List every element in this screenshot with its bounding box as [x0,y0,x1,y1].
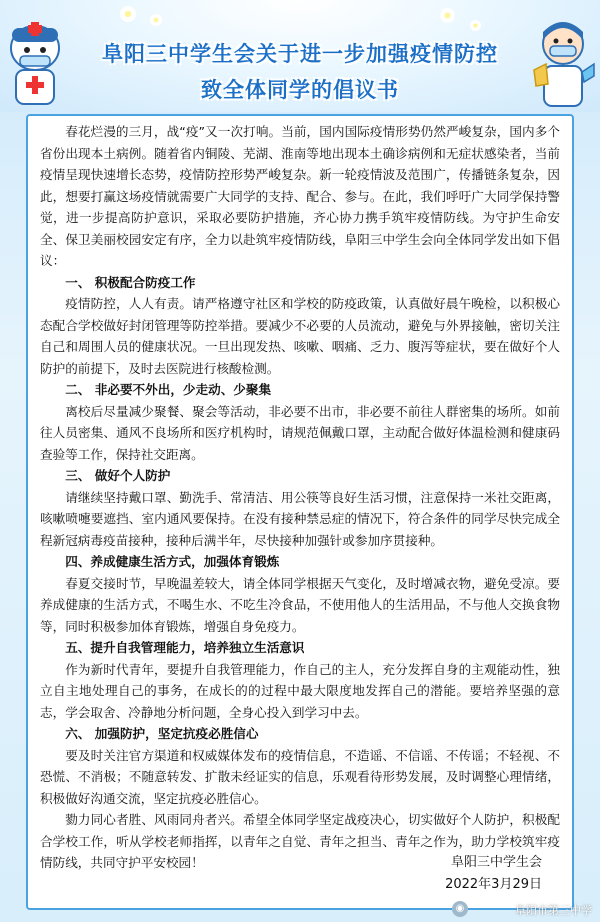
section-heading: 六、 加强防护，坚定抗疫必胜信心 [65,726,259,741]
intro-paragraph: 春花烂漫的三月，战“疫”又一次打响。当前，国内国际疫情形势仍然严峻复杂，国内多个省份出现本土病例。随着省内铜陵、芜湖、淮南等地出现本土确诊病例和无症状感染者，当前疫情呈现快速增长态势，疫情防控形势严峻复杂。新一轮疫情波及范围广，传播链条复杂，因此，想要打赢这场疫情就需要广大同学的支持、配合、参与。在此，我们呼吁广大同学保持警觉，进一步提高防护意识，采取必要防护措施，齐心协力携手筑牢疫情防线。为守护生命安全、保卫美丽校园安定有序，全力以赴筑牢疫情防线，阜阳三中学生会向全体同学发出如下倡议： [40,124,560,268]
section-heading: 三、 做好个人防护 [65,468,171,483]
section-paragraph: 离校后尽量减少聚餐、聚会等活动，非必要不出市，非必要不前往人群密集的场所。如前往人员密集、通风不良场所和医疗机构时，请规范佩戴口罩，主动配合做好体温检测和健康码查验等工作，保持社交距离。 [40,403,560,462]
header-banner [0,0,600,112]
section-heading: 一、 积极配合防疫工作 [65,274,196,290]
nurse-character-icon [528,14,598,110]
section-paragraph: 作为新时代青年，要提升自我管理能力，作自己的主人，充分发挥自身的主观能动性，独立自主地处理自己的事务，在成长的的过程中最大限度地发挥自己的潜能。要培养坚强的意志，学会取舍、冷静地分析问题，全身心投入到学习中去。 [40,661,560,720]
signature-org: 阜阳三中学生会 [450,855,542,870]
signature-date: 2022年3月29日 [445,877,542,892]
section-paragraph: 春夏交接时节，早晚温差较大，请全体同学根据天气变化，及时增减衣物，避免受凉。要养成健康的生活方式，不喝生水、不吃生冷食品，不使用他人的生活用品，不与他人交换食物等，同时积极参加体育锻炼，增强自身免疫力。 [40,575,560,634]
watermark-text: 阜阳市第三中学 [515,904,592,917]
section-heading: 二、 非必要不外出，少走动、少聚集 [65,382,272,397]
section-paragraph: 疫情防控，人人有责。请严格遵守社区和学校的防疫政策，认真做好晨午晚检，以积极心态配合学校做好封闭管理等防控举措。要减少不必要的人员流动，避免与外界接触，密切关注自己和周围人员的健康状况。一旦出现发热、咳嗽、咽痛、乏力、腹泻等症状，要在做好个人防护的前提下，及时去医院进行核酸检测。 [40,296,560,376]
section-heading: 五、提升自我管理能力，培养独立生活意识 [65,640,305,655]
wechat-icon: ◉ [452,901,468,917]
section-paragraph: 要及时关注官方渠道和权威媒体发布的疫情信息，不造谣、不信谣、不传谣；不轻视、不恐慌、不消极；不随意转发、扩散未经证实的信息，乐观看待形势发展，及时调整心理情绪，积极做好沟通交流，坚定抗疫必胜信心。 [40,747,560,806]
flower-icon [440,8,455,23]
poster-title-line1: 阜阳三中学生会关于进一步加强疫情防控 [102,42,498,66]
section-paragraph: 请继续坚持戴口罩、勤洗手、常清洁、用公筷等良好生活习惯，注意保持一米社交距离，咳嗽喷嚏要遮挡、室内通风要保持。在没有接种禁忌症的情况下，符合条件的同学尽快完成全程新冠病毒疫苗接种，接种后满半年，尽快接种加强针或参加序贯接种。 [40,489,560,548]
doctor-character-icon [2,18,68,110]
section-heading: 四、养成健康生活方式，加强体育锻炼 [65,554,280,569]
signature-block [392,852,542,896]
flower-icon [120,6,136,22]
flower-icon [470,20,481,31]
poster-title-line2: 致全体同学的倡议书 [201,78,399,102]
closing-paragraph: 勠力同心者胜、风雨同舟者兴。希望全体同学坚定战疫决心，切实做好个人防护，积极配合学校工作，听从学校老师指挥，以青年之自觉、青年之担当、青年之作为，助力学校筑牢疫情防线，共同守护平安校园！ [40,812,560,870]
letter-body [40,121,560,874]
flower-icon [150,14,162,26]
